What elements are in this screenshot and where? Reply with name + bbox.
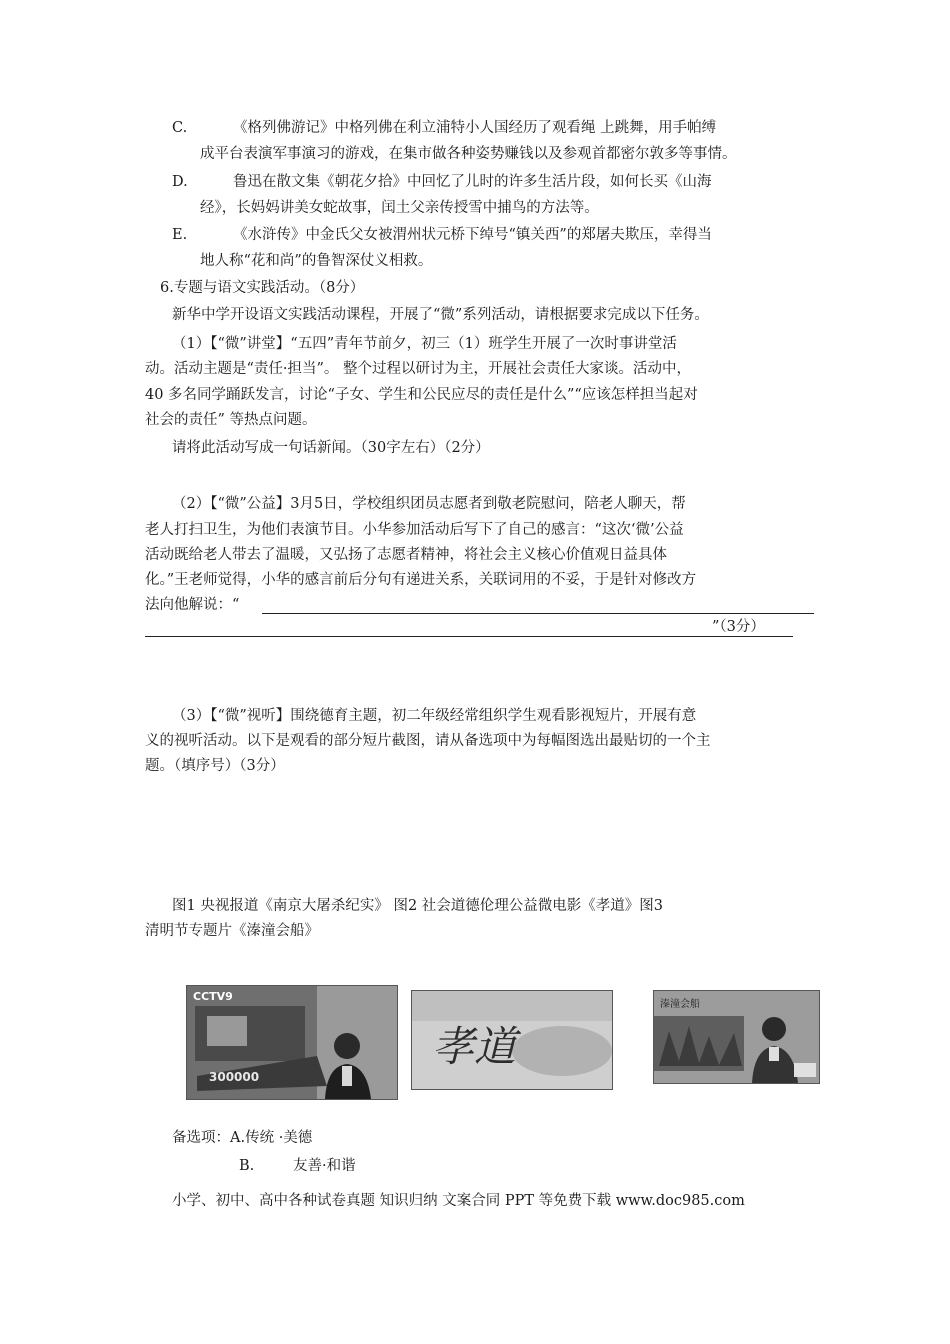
part3-line: 题。（填序号）（3分） <box>145 758 285 774</box>
q6-title: 6.专题与语文实践活动。（8分） <box>160 280 365 296</box>
answer-blank-line[interactable] <box>145 636 793 637</box>
figure-caption: 清明节专题片《溱潼会船》 <box>145 923 319 939</box>
footer-text: 小学、初中、高中各种试卷真题 知识归纳 文案合同 PPT 等免费下载 www.doc985.com <box>172 1193 745 1209</box>
figure-2-calligraphy: 孝道 <box>432 1022 517 1071</box>
figure-3-title: 溱潼会船 <box>660 999 700 1010</box>
figure-1-image <box>186 985 398 1100</box>
answer-blank-line[interactable] <box>262 613 814 614</box>
part3-line: （3）【“微”视听】围绕德育主题，初二年级经常组织学生观看影视短片，开展有意 <box>172 708 697 724</box>
figure-1-text: 300000 <box>209 1070 260 1084</box>
part2-answer-prefix: 法向他解说：“ <box>145 597 240 613</box>
part3-line: 义的视听活动。以下是观看的部分短片截图，请从备选项中为每幅图选出最贴切的一个主 <box>145 733 711 749</box>
part1-line: （1）【“微”讲堂】“五四”青年节前夕，初三（1）班学生开展了一次时事讲堂活 <box>172 336 677 352</box>
figure-3-image <box>653 990 820 1084</box>
option-b-text: 友善·和谐 <box>293 1158 356 1174</box>
options-label: 备选项：A.传统 ·美德 <box>172 1130 313 1146</box>
part1-line: 动。活动主题是“责任·担当”。 整个过程以研讨为主，开展社会责任大家谈。活动中， <box>145 361 692 377</box>
part1-line: 40 多名同学踊跃发言，讨论“子女、学生和公民应尽的责任是什么”“应该怎样担当起对 <box>145 387 698 403</box>
option-e-letter: E. <box>172 227 188 243</box>
part1-task: 请将此活动写成一句话新闻。（30字左右）（2分） <box>172 440 490 456</box>
part2-line: 化。”王老师觉得，小华的感言前后分句有递进关系，关联词用的不妥，于是针对修改方 <box>145 572 697 588</box>
option-d-line1: 鲁迅在散文集《朝花夕拾》中回忆了儿时的许多生活片段，如何长买《山海 <box>233 174 712 190</box>
part2-line: 活动既给老人带去了温暖，又弘扬了志愿者精神，将社会主义核心价值观日益具体 <box>145 547 667 563</box>
figure-2-image <box>411 990 613 1090</box>
figure-1-logo: CCTV9 <box>193 990 233 1003</box>
part2-line: （2）【“微”公益】3月5日，学校组织团员志愿者到敬老院慰问，陪老人聊天，帮 <box>172 496 686 512</box>
part2-answer-suffix: ”（3分） <box>712 619 765 635</box>
option-c-line1: 《格列佛游记》中格列佛在利立浦特小人国经历了观看绳 上跳舞，用手帕缚 <box>233 120 717 136</box>
option-e-line2: 地人称“花和尚”的鲁智深仗义相救。 <box>200 253 433 269</box>
option-d-letter: D. <box>172 174 188 190</box>
option-c-letter: C. <box>172 120 188 136</box>
q6-intro: 新华中学开设语文实践活动课程，开展了“微”系列活动，请根据要求完成以下任务。 <box>172 307 709 323</box>
option-e-line1: 《水浒传》中金氏父女被渭州状元桥下绰号“镇关西”的郑屠夫欺压，幸得当 <box>233 227 712 243</box>
option-d-line2: 经》，长妈妈讲美女蛇故事，闰土父亲传授雪中捕鸟的方法等。 <box>200 200 599 216</box>
option-c-line2: 成平台表演军事演习的游戏，在集市做各种姿势赚钱以及参观首都密尔敦多等事情。 <box>200 146 737 162</box>
option-b-letter: B. <box>239 1158 255 1174</box>
part1-line: 社会的责任” 等热点问题。 <box>145 412 317 428</box>
figure-caption: 图1 央视报道《南京大屠杀纪实》 图2 社会道德伦理公益微电影《孝道》图3 <box>172 898 664 914</box>
part2-line: 老人打扫卫生，为他们表演节目。小华参加活动后写下了自己的感言：“这次‘微’公益 <box>145 522 684 538</box>
